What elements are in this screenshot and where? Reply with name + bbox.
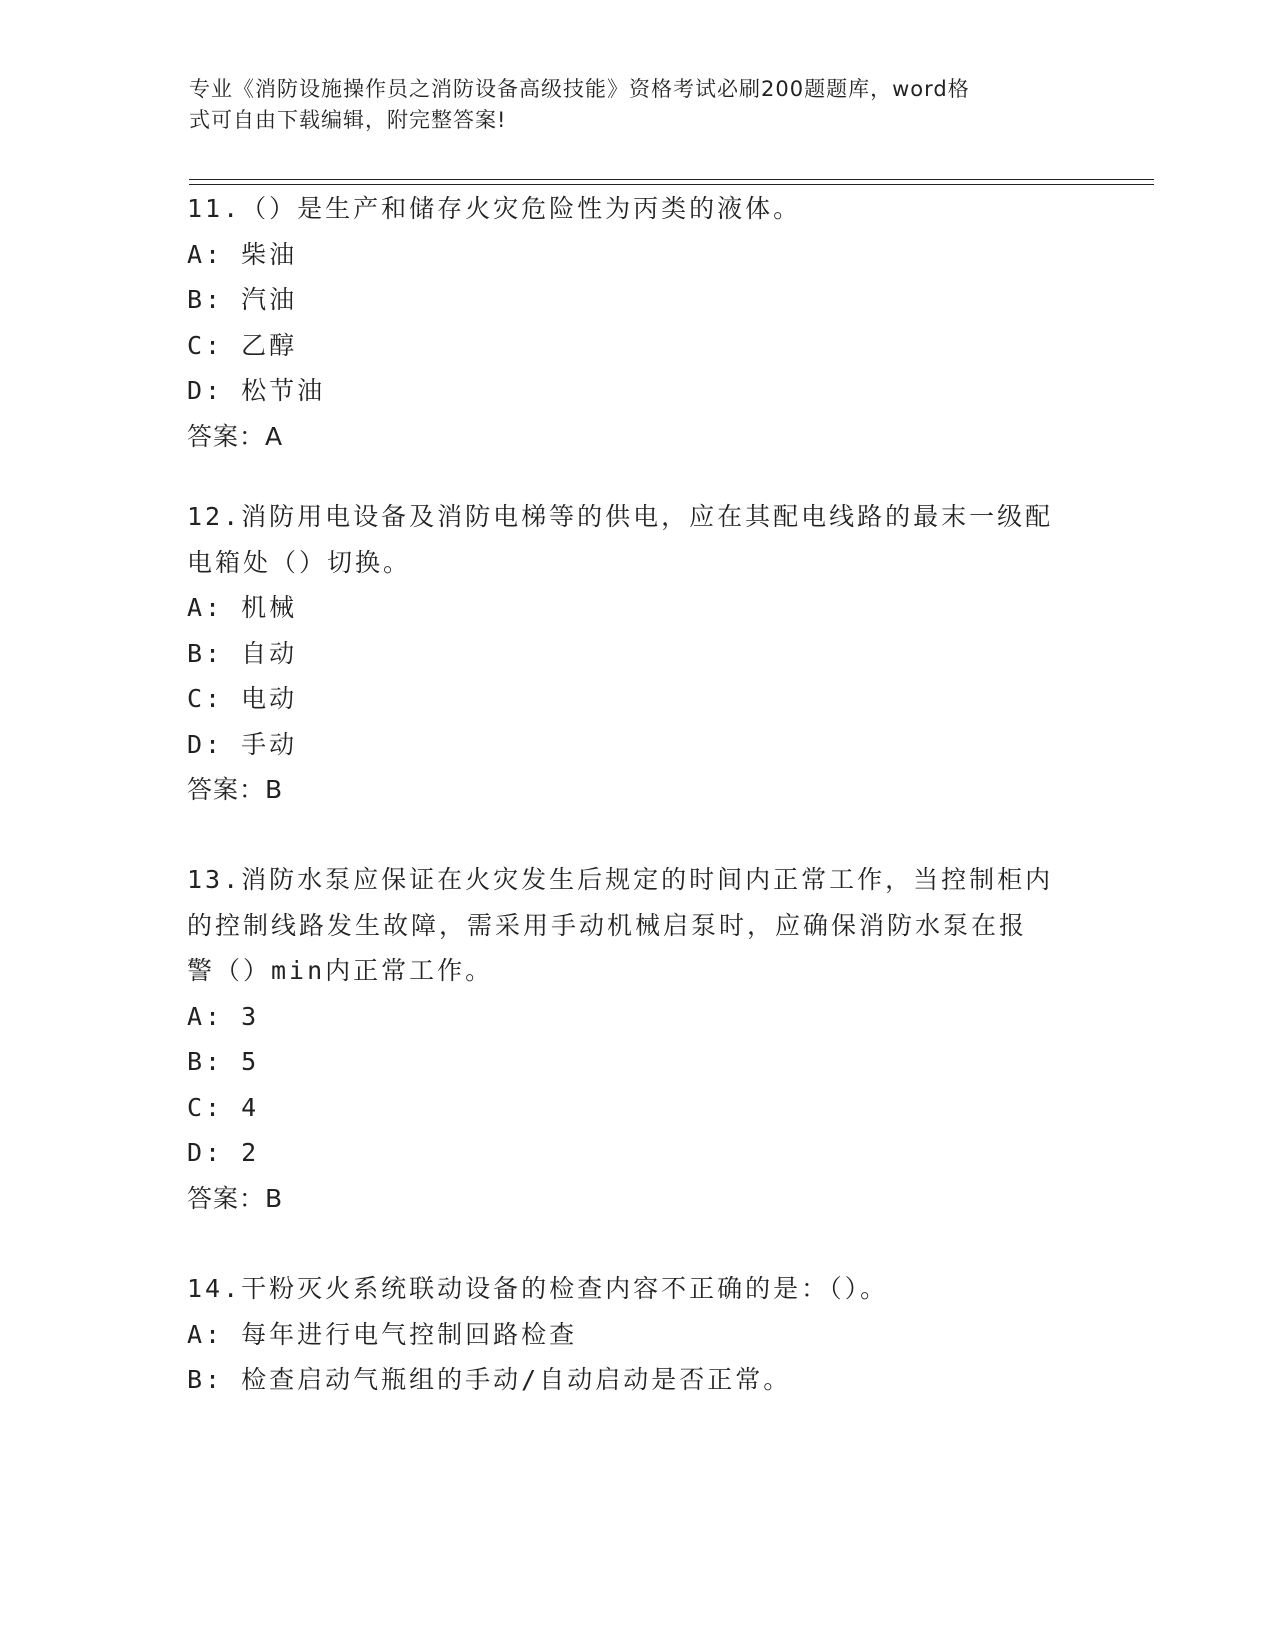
question-stem: 14.干粉灭火系统联动设备的检查内容不正确的是：（）。 (187, 1274, 889, 1303)
option-d: D: 2 (187, 1138, 260, 1167)
document-header (189, 74, 1089, 136)
question-stem-line-2: 的控制线路发生故障，需采用手动机械启泵时，应确保消防水泵在报 (187, 910, 1028, 940)
question-stem-line-1: 12.消防用电设备及消防电梯等的供电，应在其配电线路的最末一级配 (187, 502, 1054, 531)
option-a: A: 柴油 (187, 239, 298, 269)
option-b: B: 5 (187, 1047, 260, 1076)
question-14 (187, 1266, 1087, 1403)
question-stem-line-1: 13.消防水泵应保证在火灾发生后规定的时间内正常工作，当控制柜内 (187, 865, 1054, 894)
option-b: B: 汽油 (187, 285, 298, 314)
question-stem-line-2: 电箱处（）切换。 (187, 547, 412, 577)
option-a: A: 每年进行电气控制回路检查 (187, 1319, 578, 1349)
answer: 答案：A (187, 421, 284, 451)
answer: 答案：B (187, 1183, 284, 1213)
option-a: A: 3 (187, 1001, 260, 1031)
question-stem-line-3: 警（）min内正常工作。 (187, 956, 494, 985)
option-c: C: 电动 (187, 684, 298, 713)
header-line-2: 式可自由下载编辑，附完整答案! (189, 108, 507, 132)
option-c: C: 乙醇 (187, 330, 298, 360)
option-b: B: 自动 (187, 638, 298, 668)
option-d: D: 松节油 (187, 376, 326, 405)
option-d: D: 手动 (187, 729, 298, 759)
option-a: A: 机械 (187, 593, 298, 622)
header-divider-bottom (189, 184, 1154, 185)
answer: 答案：B (187, 775, 284, 804)
option-c: C: 4 (187, 1092, 260, 1122)
header-divider-top (189, 179, 1154, 180)
option-b: B: 检查启动气瓶组的手动/自动启动是否正常。 (187, 1365, 792, 1394)
question-12 (187, 494, 1087, 813)
question-stem: 11.（）是生产和储存火灾危险性为丙类的液体。 (187, 194, 802, 223)
question-13 (187, 857, 1087, 1221)
header-line-1: 专业《消防设施操作员之消防设备高级技能》资格考试必刷200题题库，word格 (189, 77, 970, 101)
question-11 (187, 186, 1087, 459)
